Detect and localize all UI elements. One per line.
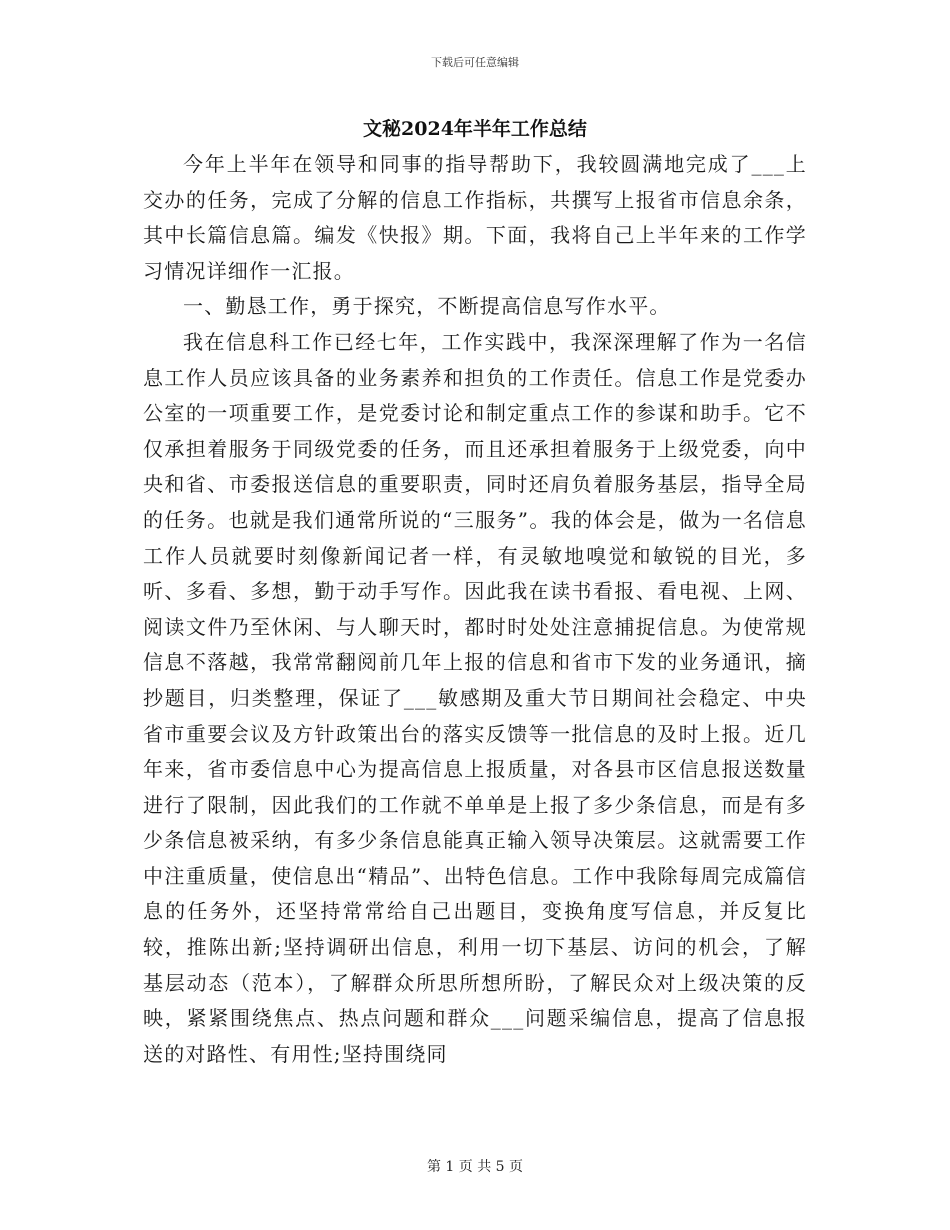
document-body xyxy=(143,147,807,1072)
paragraph-section-heading: 一、勤恳工作，勇于探究，不断提高信息写作水平。 xyxy=(183,294,671,319)
page-header-note: 下载后可任意编辑 xyxy=(431,56,519,69)
document-title: 文秘2024年半年工作总结 xyxy=(363,118,587,140)
paragraph-main: 我在信息科工作已经七年，工作实践中，我深深理解了作为一名信息工作人员应该具备的业务素养和担负的工作责任。信息工作是党委办公室的一项重要工作，是党委讨论和制定重点工作的参谋和助手。它不仅承担着服务于同级党委的任务，而且还承担着服务于上级党委，向中央和省、市委报送信息的重要职责，同时还肩负着服务基层，指导全局的任务。也就是我们通常所说的“三服务”。我的体会是，做为一名信息工作人员就要时刻像新闻记者一样，有灵敏地嗅觉和敏锐的目光，多听、多看、多想，勤于动手写作。因此我在读书看报、看电视、上网、阅读文件乃至休闲、与人聊天时，都时时处处注意捕捉信息。为使常规信息不落越，我常常翻阅前几年上报的信息和省市下发的业务通讯，摘抄题目，归类整理，保证了___敏感期及重大节日期间社会稳定、中央省市重要会议及方针政策出台的落实反馈等一批信息的及时上报。近几年来，省市委信息中心为提高信息上报质量，对各县市区信息报送数量进行了限制，因此我们的工作就不单单是上报了多少条信息，而是有多少条信息被采纳，有多少条信息能真正输入领导决策层。这就需要工作中注重质量，使信息出“精品”、出特色信息。工作中我除每周完成篇信息的任务外，还坚持常常给自己出题目，变换角度写信息，并反复比较，推陈出新;坚持调研出信息，利用一切下基层、访问的机会，了解基层动态（范本），了解群众所思所想所盼，了解民众对上级决策的反映，紧紧围绕焦点、热点问题和群众___问题采编信息，提高了信息报送的对路性、有用性;坚持围绕同 xyxy=(143,329,807,1066)
paragraph-intro: 今年上半年在领导和同事的指导帮助下，我较圆满地完成了___上交办的任务，完成了分解的信息工作指标，共撰写上报省市信息余条，其中长篇信息篇。编发《快报》期。下面，我将自己上半年来的工作学习情况详细作一汇报。 xyxy=(143,152,807,283)
page-number: 第 1 页 共 5 页 xyxy=(426,1159,524,1175)
